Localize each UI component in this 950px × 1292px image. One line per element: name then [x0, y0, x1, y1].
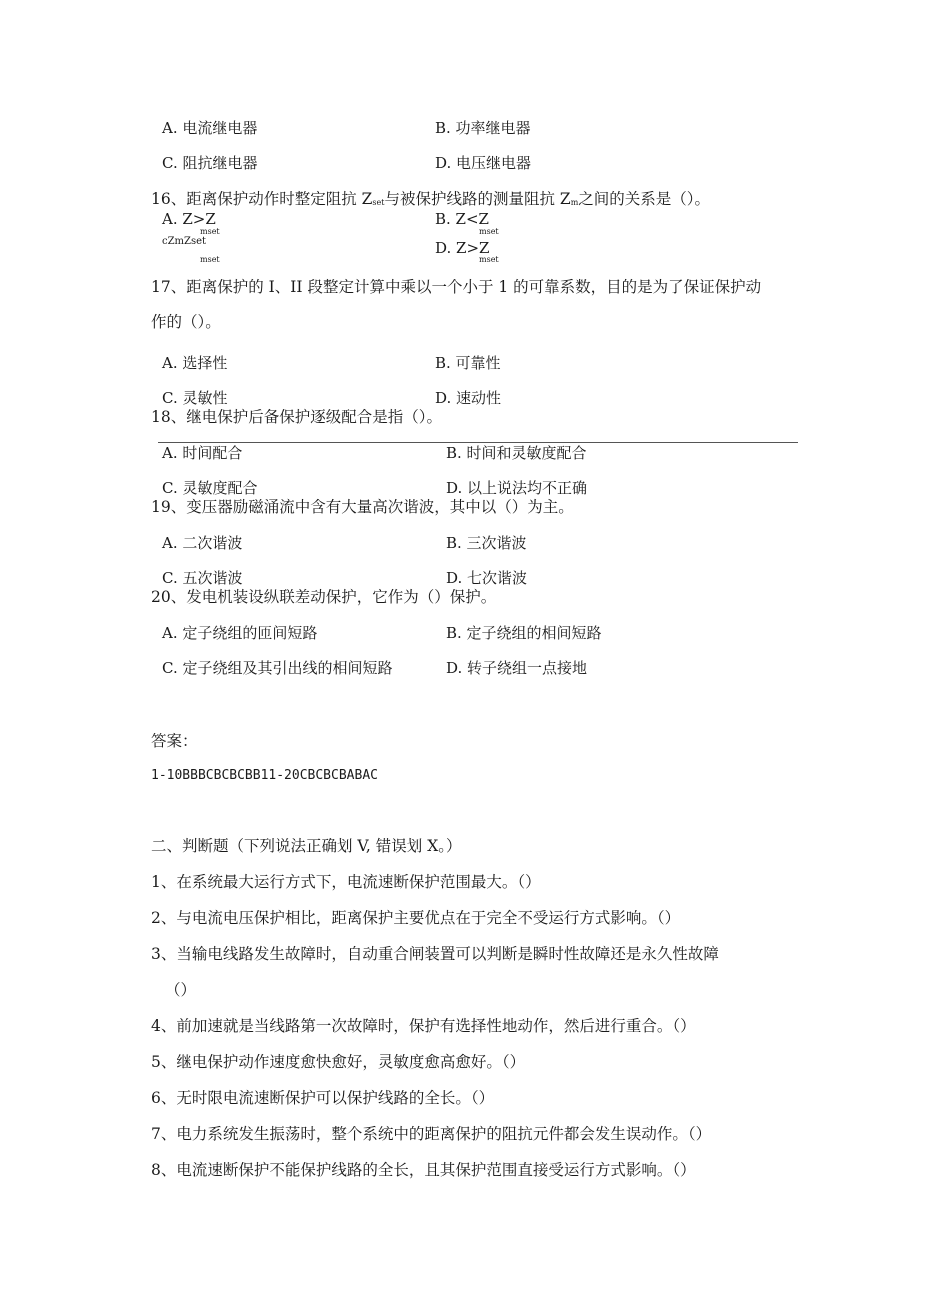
answers-value: 1-10BBBCBCBCBB11-20CBCBCBABAC — [151, 768, 378, 783]
q16-option-b-subscript: mset — [479, 227, 499, 236]
judgment-item-8: 8、电流速断保护不能保护线路的全长，且其保护范围直接受运行方式影响。（） — [151, 1161, 696, 1179]
q16-option-a-subscript: mset — [200, 227, 220, 236]
q17-option-d: D. 速动性 — [435, 389, 502, 407]
q20-option-b: B. 定子绕组的相间短路 — [446, 624, 602, 642]
q18-option-c: C. 灵敏度配合 — [162, 479, 258, 497]
q15-option-d: D. 电压继电器 — [435, 154, 532, 172]
q16-stem: 16、距离保护动作时整定阻抗 Zset与被保护线路的测量阻抗 Zm之间的关系是（）。 — [151, 190, 711, 208]
q19-option-c: C. 五次谐波 — [162, 569, 243, 587]
q17-option-a: A. 选择性 — [162, 354, 228, 372]
q16-option-d-subscript: mset — [479, 255, 499, 264]
judgment-item-6: 6、无时限电流速断保护可以保护线路的全长。（） — [151, 1089, 495, 1107]
q15-option-a: A. 电流继电器 — [162, 119, 258, 137]
q19-option-a: A. 二次谐波 — [162, 534, 243, 552]
q15-option-c: C. 阻抗继电器 — [162, 154, 258, 172]
judgment-item-3-bracket: （） — [165, 981, 197, 999]
q17-option-c: C. 灵敏性 — [162, 389, 228, 407]
q17-option-b: B. 可靠性 — [435, 354, 501, 372]
judgment-item-1: 1、在系统最大运行方式下，电流速断保护范围最大。（） — [151, 873, 541, 891]
judgment-item-5: 5、继电保护动作速度愈快愈好，灵敏度愈高愈好。（） — [151, 1053, 526, 1071]
q16-option-c-subscript: mset — [200, 255, 220, 264]
judgment-item-3: 3、当输电线路发生故障时，自动重合闸装置可以判断是瞬时性故障还是永久性故障 — [151, 945, 719, 963]
q20-option-d: D. 转子绕组一点接地 — [446, 659, 588, 677]
judgment-item-2: 2、与电流电压保护相比，距离保护主要优点在于完全不受运行方式影响。（） — [151, 909, 681, 927]
q20-stem: 20、发电机装设纵联差动保护，它作为（）保护。 — [151, 588, 497, 606]
q16-option-c-fragment: cZmZset — [162, 236, 207, 247]
q20-option-a: A. 定子绕组的匝间短路 — [162, 624, 318, 642]
q18-option-b: B. 时间和灵敏度配合 — [446, 444, 587, 462]
q18-option-a: A. 时间配合 — [162, 444, 243, 462]
q19-option-d: D. 七次谐波 — [446, 569, 528, 587]
q18-stem: 18、继电保护后备保护逐级配合是指（）。 — [151, 408, 442, 426]
q16-option-d: D. Z>Z — [435, 239, 490, 257]
section2-title: 二、判断题（下列说法正确划 V, 错误划 X。） — [151, 837, 462, 855]
q19-stem: 19、变压器励磁涌流中含有大量高次谐波，其中以（）为主。 — [151, 498, 574, 516]
judgment-item-4: 4、前加速就是当线路第一次故障时，保护有选择性地动作，然后进行重合。（） — [151, 1017, 696, 1035]
q18-option-d: D. 以上说法均不正确 — [446, 479, 588, 497]
q15-option-b: B. 功率继电器 — [435, 119, 531, 137]
answers-label: 答案： — [151, 732, 198, 750]
q19-option-b: B. 三次谐波 — [446, 534, 527, 552]
q16-option-a: A. Z>Z — [162, 210, 216, 228]
q17-stem-line2: 作的（）。 — [151, 313, 221, 331]
q17-stem-line1: 17、距离保护的 I、II 段整定计算中乘以一个小于 1 的可靠系数，目的是为了保证保护动 — [151, 278, 762, 296]
q20-option-c: C. 定子绕组及其引出线的相间短路 — [162, 659, 393, 677]
q16-option-b: B. Z<Z — [435, 210, 489, 228]
judgment-item-7: 7、电力系统发生振荡时，整个系统中的距离保护的阻抗元件都会发生误动作。（） — [151, 1125, 712, 1143]
